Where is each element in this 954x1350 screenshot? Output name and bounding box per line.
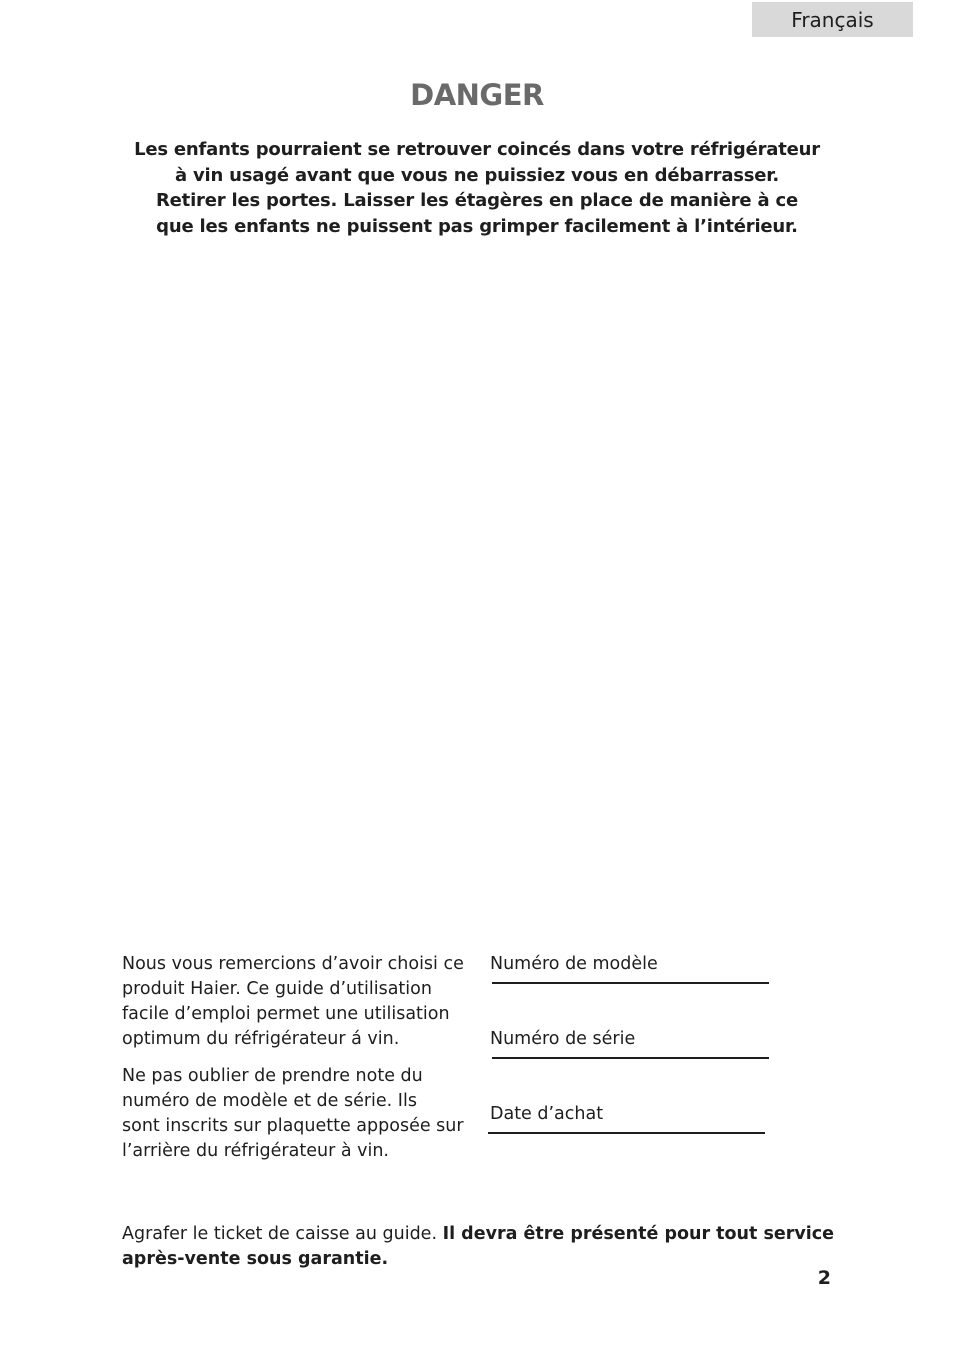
language-tab: Français: [752, 2, 913, 37]
danger-line: Retirer les portes. Laisser les étagères en place de manière à ce: [156, 190, 798, 211]
paragraph-line: sont inscrits sur plaquette apposée sur: [122, 1116, 464, 1136]
page-number: 2: [817, 1267, 831, 1289]
paragraph-line: facile d’emploi permet une utilisation: [122, 1004, 450, 1024]
paragraph-line: produit Haier. Ce guide d’utilisation: [122, 979, 432, 999]
receipt-note-text: Agrafer le ticket de caisse au guide.: [122, 1224, 443, 1244]
model-number-label: Numéro de modèle: [490, 954, 658, 974]
purchase-date-label: Date d’achat: [490, 1104, 604, 1124]
receipt-note: [122, 1222, 842, 1272]
thank-you-paragraph: [122, 952, 472, 1052]
paragraph-line: Nous vous remercions d’avoir choisi ce: [122, 954, 464, 974]
danger-line: à vin usagé avant que vous ne puissiez vous en débarrasser.: [174, 164, 780, 186]
model-number-line: [492, 982, 769, 984]
danger-heading: DANGER: [410, 78, 544, 112]
serial-number-field: [490, 1027, 635, 1052]
reminder-paragraph: [122, 1064, 472, 1164]
paragraph-line: l’arrière du réfrigérateur à vin.: [122, 1141, 389, 1161]
purchase-date-line: [488, 1132, 765, 1134]
intro-column: [122, 952, 472, 1164]
paragraph-line: Ne pas oublier de prendre note du: [122, 1066, 423, 1086]
danger-warning-text: [100, 137, 854, 239]
warranty-note-bold: Il devra être présenté pour tout service après-vente sous garantie.: [122, 1224, 835, 1269]
purchase-date-field: [490, 1102, 603, 1127]
model-number-field: [490, 952, 658, 977]
serial-number-label: Numéro de série: [490, 1029, 636, 1049]
paragraph-line: optimum du réfrigérateur á vin.: [122, 1029, 400, 1049]
paragraph-line: numéro de modèle et de série. Ils: [122, 1091, 417, 1111]
danger-line: que les enfants ne puissent pas grimper facilement à l’intérieur.: [156, 215, 798, 237]
danger-line: Les enfants pourraient se retrouver coincés dans votre réfrigérateur: [134, 139, 820, 160]
serial-number-line: [492, 1057, 769, 1059]
